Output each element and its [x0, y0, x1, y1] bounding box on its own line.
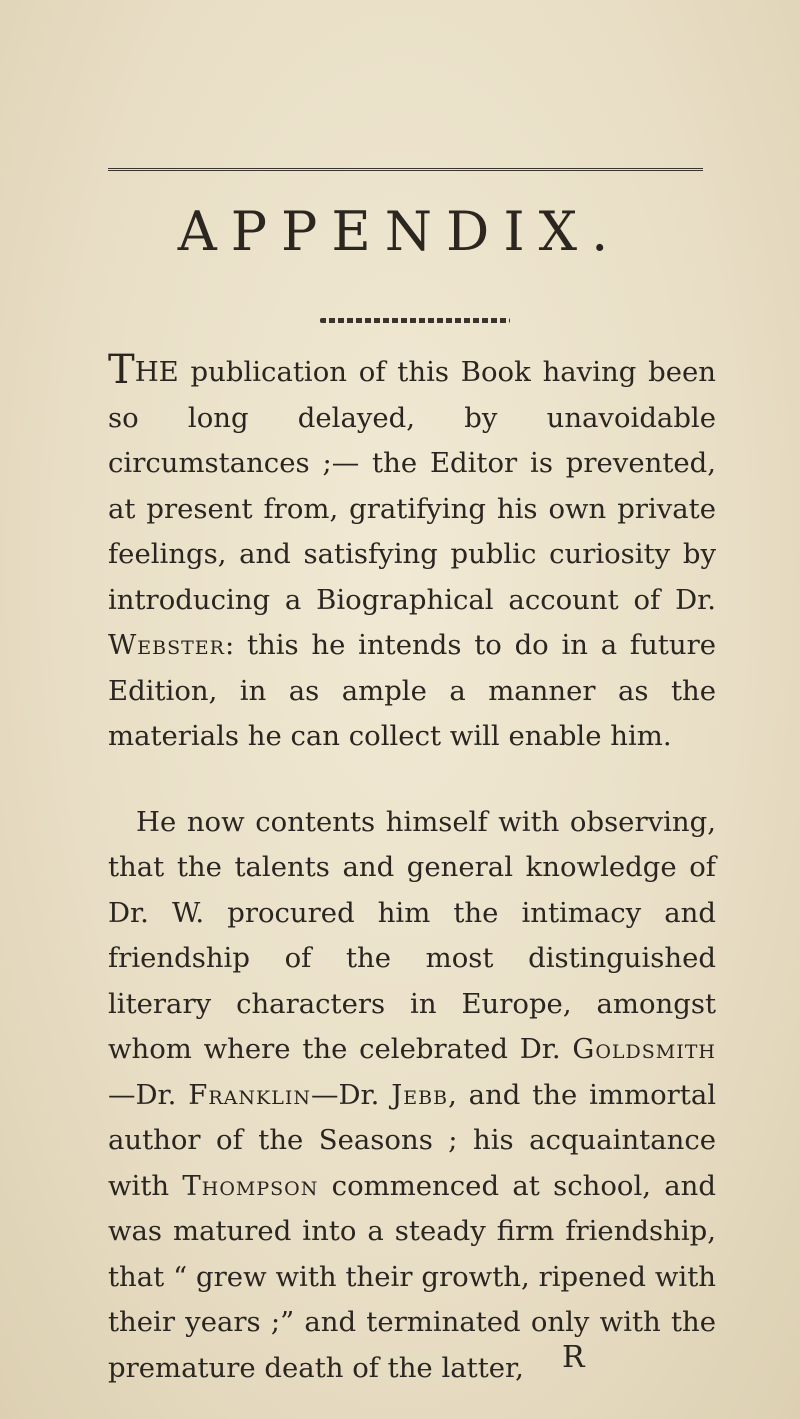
paragraph-1-text-b: : this he intends to do in a future Edition, in as ample a manner as the materials he can collect will enable him. — [108, 629, 716, 752]
paragraph-2-text-1: He now contents himself with observing, that the talents and general knowledge of Dr. W. procured him the intimacy and friendship of the most distinguished literary characters in Europe, amongst whom where the celebrated Dr. — [108, 805, 716, 1065]
body-text — [108, 347, 717, 1391]
paragraph-1 — [108, 347, 716, 760]
ornamental-rule — [320, 318, 510, 323]
drop-cap: T — [108, 347, 135, 393]
signature-mark: R — [562, 1340, 585, 1375]
paragraph-1-text-a: HE publication of this Book having been so long delayed, by unavoidable circumstances ;— the Editor is prevented, at present from, gratifying his own private feelings, and satisfying public curiosity by introducing a Biographical account of Dr. — [108, 356, 716, 616]
paragraph-2 — [108, 800, 716, 1392]
name-webster: Webster — [108, 629, 225, 661]
paragraph-2-text-4: , and the immortal author of the Seasons ; his acquaintance with — [108, 1078, 717, 1202]
appendix-heading: APPENDIX. — [177, 200, 623, 263]
name-thompson: Thompson — [182, 1169, 319, 1202]
paragraph-2-text-2: —Dr. — [108, 1078, 189, 1111]
name-jebb: Jebb — [391, 1078, 449, 1111]
name-goldsmith: Goldsmith — [572, 1033, 716, 1065]
top-double-rule — [108, 168, 703, 171]
paragraph-2-text-3: —Dr. — [310, 1078, 392, 1111]
paragraph-2-text-5: commenced at school, and was matured into a steady firm friendship, that “ grew with their growth, ripened with their years ;” and terminated only with the premature death of the latter, — [108, 1169, 716, 1384]
name-franklin: Franklin — [188, 1078, 311, 1111]
